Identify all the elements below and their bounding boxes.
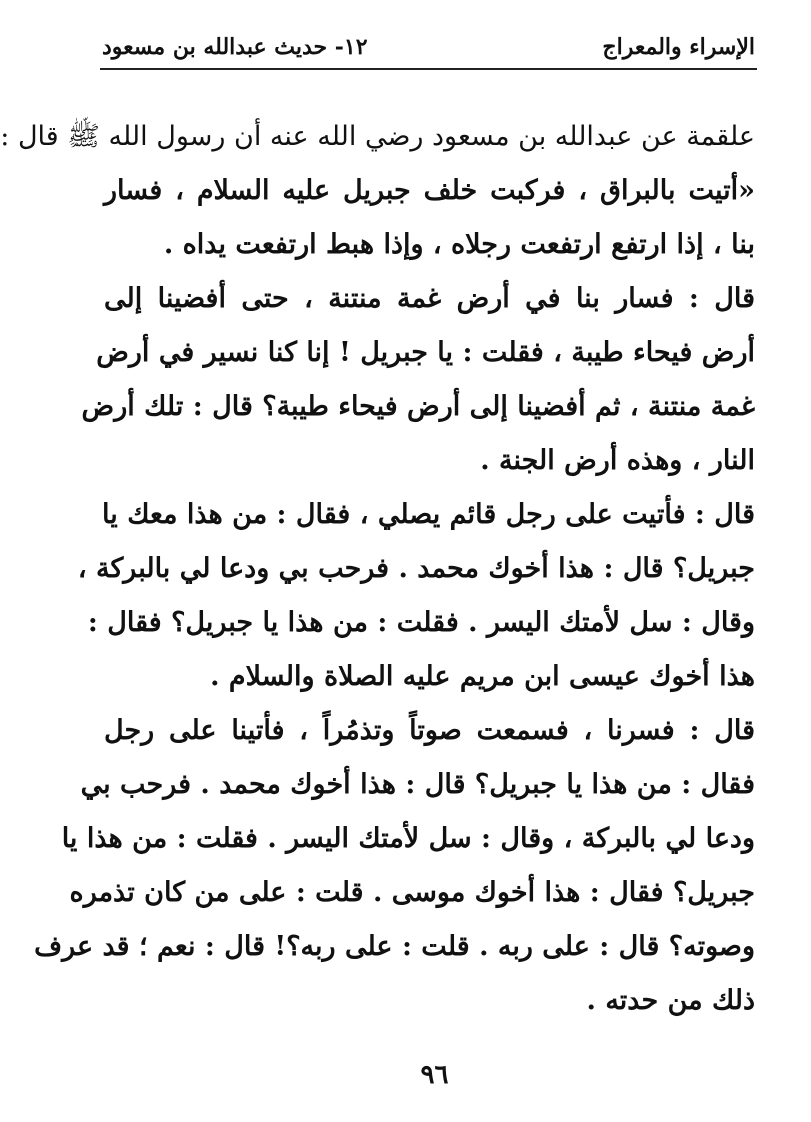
main-text: [0, 110, 755, 1028]
text-line: غمة منتنة ، ثم أفضينا إلى أرض فيحاء طيبة؟ قال : تلك أرض: [81, 391, 755, 422]
text-line: جبريل؟ فقال : هذا أخوك موسى . قلت : على من كان تذمره: [69, 877, 755, 908]
running-header: [102, 28, 755, 66]
text-line: النار ، وهذه أرض الجنة .: [480, 445, 755, 476]
text-line: قال : فأتيت على رجل قائم يصلي ، فقال : من هذا معك يا: [102, 499, 755, 530]
book-title: الإسراء والمعراج: [602, 34, 755, 60]
text-line: «أتيت بالبراق ، فركبت خلف جبريل عليه السلام ، فسار: [104, 175, 755, 206]
text-line: قال : فسار بنا في أرض غمة منتنة ، حتى أفضينا إلى: [104, 283, 755, 314]
text-line: ودعا لي بالبركة ، وقال : سل لأمتك اليسر . فقلت : من هذا يا: [61, 823, 755, 854]
text-line: فقال : من هذا يا جبريل؟ قال : هذا أخوك محمد . فرحب بي: [80, 769, 755, 800]
text-line: وصوته؟ قال : على ربه . قلت : على ربه؟! قال : نعم ؛ قد عرف: [34, 931, 755, 962]
text-line: قال : فسرنا ، فسمعت صوتاً وتذمُراً ، فأتينا على رجل: [104, 715, 755, 746]
paragraph-1: [0, 110, 755, 272]
header-divider: [100, 68, 757, 70]
paragraph-4: [34, 704, 755, 1028]
paragraph-3: [77, 488, 755, 704]
chapter-title: ١٢- حديث عبدالله بن مسعود: [102, 34, 368, 60]
text-line: ذلك من حدته .: [586, 985, 755, 1016]
text-line: بنا ، إذا ارتفع ارتفعت رجلاه ، وإذا هبط ارتفعت يداه .: [163, 229, 755, 260]
page-number: ٩٦: [420, 1060, 449, 1090]
text-line: علقمة عن عبدالله بن مسعود رضي الله عنه أن رسول الله ﷺ قال :: [0, 121, 755, 152]
paragraph-2: [81, 272, 755, 488]
text-line: أرض فيحاء طيبة ، فقلت : يا جبريل ! إنا كنا نسير في أرض: [96, 337, 755, 368]
text-line: وقال : سل لأمتك اليسر . فقلت : من هذا يا جبريل؟ فقال :: [87, 607, 755, 638]
text-line: هذا أخوك عيسى ابن مريم عليه الصلاة والسلام .: [210, 661, 755, 692]
text-line: جبريل؟ قال : هذا أخوك محمد . فرحب بي ودعا لي بالبركة ،: [77, 553, 755, 584]
